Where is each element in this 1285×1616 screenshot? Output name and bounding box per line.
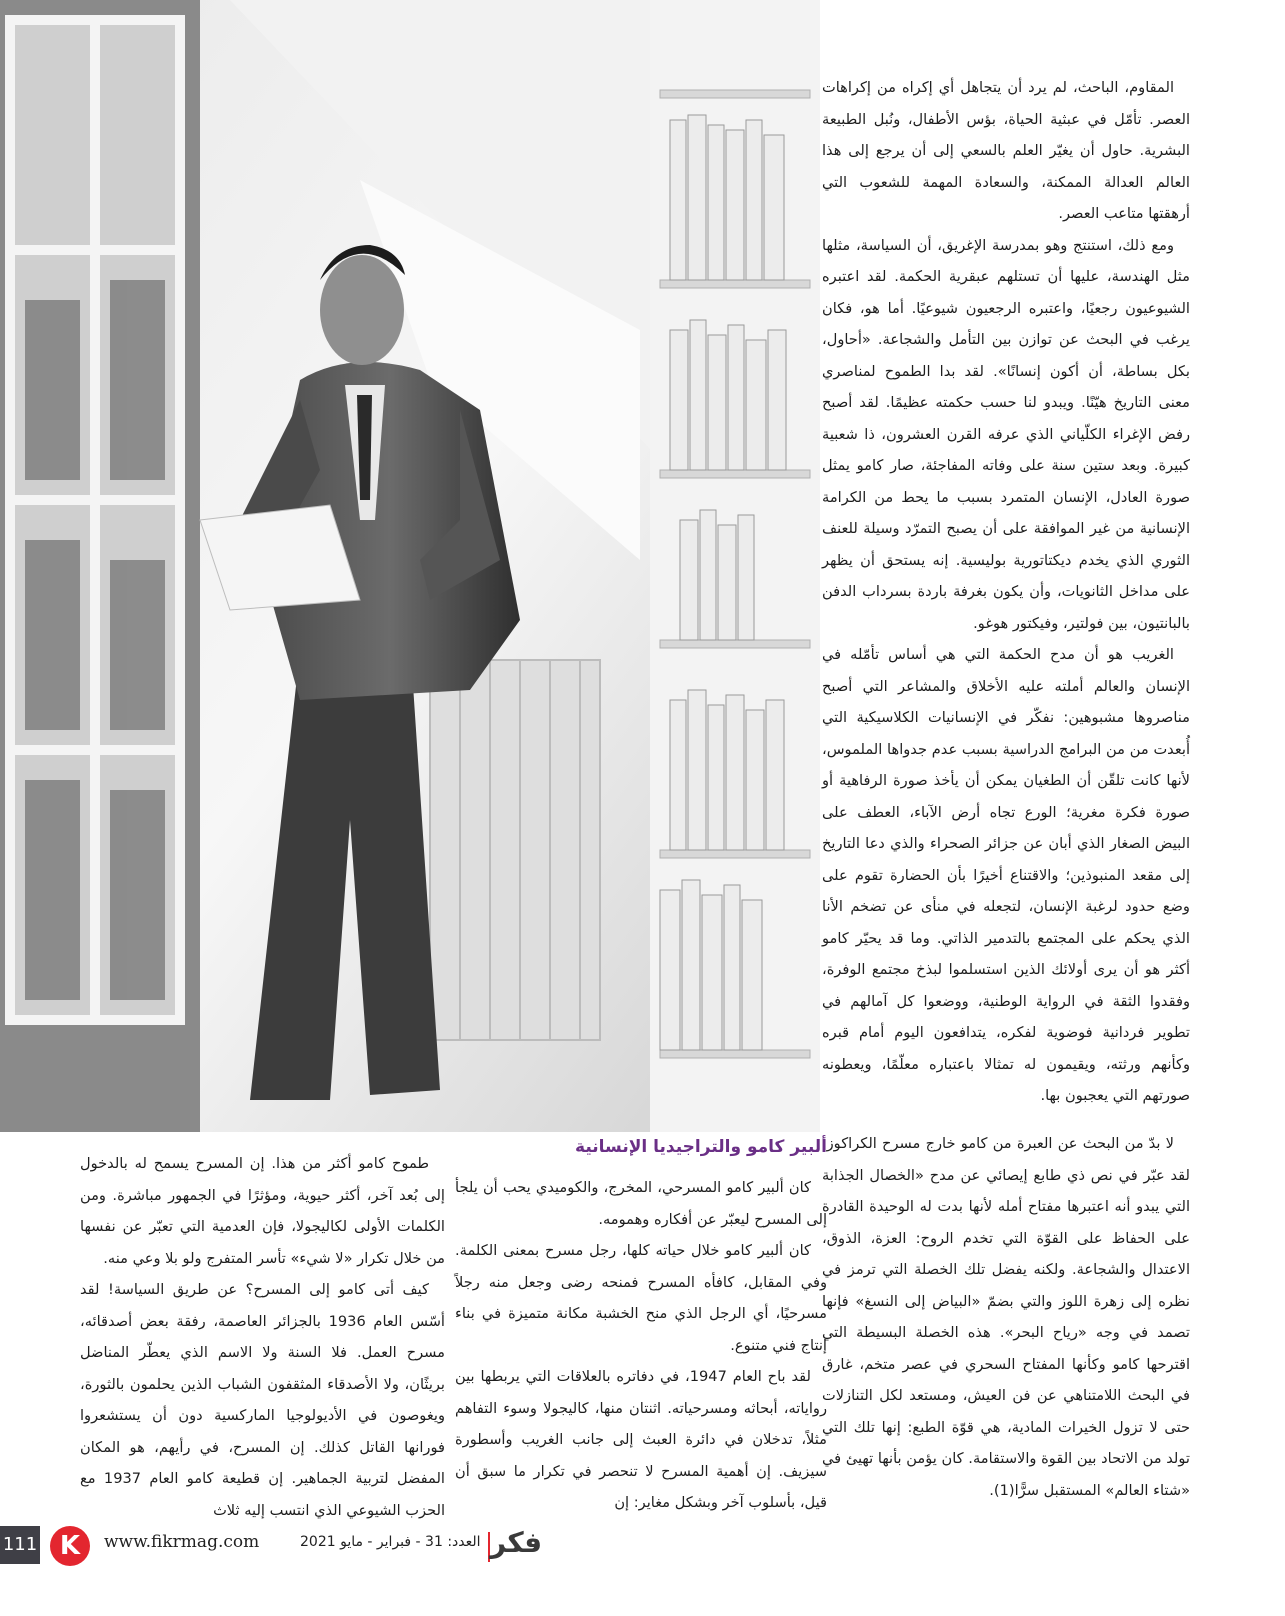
paragraph: المقاوم، الباحث، لم يرد أن يتجاهل أي إكراه من إكراهات العصر. تأمّل في عبثية الحياة، بؤس الأطفال، ونُبل الطبيعة البشرية. حاول أن يغيّر العلم بالسعي إلى أن يرجع إلى هذا العالم العدالة الممكنة، والسعادة المهمة للشعوب التي أرهقتها متاعب العصر. <box>822 79 1190 222</box>
article-column-middle <box>455 1172 827 1519</box>
paragraph: كيف أتى كامو إلى المسرح؟ عن طريق السياسة! لقد أسّس العام 1936 بالجزائر العاصمة، رفقة بعض أصدقائه، مسرح العمل. فلا السنة ولا الاسم الذي يعطّر المناضل بريثًان، ولا الأصدقاء المثقفون الشباب الذين يحلمون بالثورة، ويغوصون في الأديولوجيا الماركسية دون أن يستشعروا فورانها القاتل كذلك. إن المسرح، في رأيهم، هو المكان المفضل لتربية الجماهير. إن قطيعة كامو العام 1937 مع الحزب الشيوعي الذي انتسب إليه ثلاث <box>80 1281 445 1519</box>
magazine-brand: فكر <box>490 1526 543 1559</box>
page-number: 111 <box>0 1526 40 1564</box>
website-link[interactable]: www.fikrmag.com <box>104 1532 260 1552</box>
article-column-right-bottom <box>822 1128 1190 1506</box>
paragraph: كان ألبير كامو المسرحي، المخرج، والكوميدي يحب أن يلجأ إلى المسرح ليعبّر عن أفكاره وهمومه. <box>455 1179 827 1228</box>
article-column-left <box>80 1148 445 1526</box>
logo-letter: K <box>59 1531 81 1561</box>
paragraph: لقد باح العام 1947، في دفاتره بالعلاقات التي يربطها بين رواياته، أبحاثه ومسرحياته. اثنتان منها، كاليجولا وسوء التفاهم مثلاً، تدخلان في دائرة العبث إلى جانب الغريب وأسطورة سيزيف. إن أهمية المسرح لا تنحصر في تكرار ما سبق أن قيل، بأسلوب آخر وبشكل مغاير: إن <box>455 1368 827 1511</box>
paragraph: طموح كامو أكثر من هذا. إن المسرح يسمح له بالدخول إلى بُعد آخر، أكثر حيوية، ومؤثرًا في الجمهور مباشرة. ومن الكلمات الأولى لكاليجولا، فإن العدمية التي تعبّر عن نفسها من خلال تكرار «لا شيء» تأسر المتفرج ولو بلا وعي منه. <box>80 1155 445 1267</box>
paragraph: ومع ذلك، استنتج وهو بمدرسة الإغريق، أن السياسة، مثلها مثل الهندسة، عليها أن تستلهم عبقرية الحكمة. لقد اعتبره الشيوعيون رجعيًا، واعتبره الرجعيون شيوعيًا. أما هو، فكان يرغب في البحث عن توازن بين التأمل والشجاعة. «أحاول، بكل بساطة، أن أكون إنسانًا». لقد بدا الطموح لمناصري معنى التاريخ هيّنًا. ويبدو لنا حسب حكمته عظيمًا. لقد أصبح رفض الإغراء الكلّياني الذي عرفه القرن العشرون، ذا شعبية كبيرة. وبعد ستين سنة على وفاته المفاجئة، صار كامو يمثل صورة العادل، الإنسان المتمرد بسبب ما يحط من الكرامة الإنسانية من غير الموافقة على أن يصبح التمرّد وسيلة للعنف الثوري الذي يخدم ديكتاتورية بوليسية. إنه يستحق أن يظهر على مداخل الثانويات، وأن يكون بغرفة باردة بسرداب الدفن بالبانتيون، بين فولتير، وفيكتور هوغو. <box>822 236 1190 632</box>
photo-illustration <box>0 0 820 1132</box>
section-heading: ألبير كامو والتراجيديا الإنسانية <box>575 1137 827 1157</box>
article-column-right <box>822 72 1190 1112</box>
paragraph: الغريب هو أن مدح الحكمة التي هي أساس تأمّله في الإنسان والعالم أملته عليه الأخلاق والمشاعر التي أصبح مناصروها مشبوهين: نفكّر في الإنسانيات الكلاسيكية التي أُبعدت من من البرامج الدراسية بسبب عدم جدواها الملموس، لأنها كانت تلقّن أن الطغيان يمكن أن يأخذ صورة الرفاهية أو صورة فكرة مغرية؛ الورع تجاه أرض الآباء، العطف على البيض الصغار الذي أبان عن جزائر الصحراء والذي دعا التاريخ إلى مقعد المنبوذين؛ والاقتناع أخيرًا بأن الحضارة تقوم على وضع حدود لرغبة الإنسان، لتجعله في منأى عن تضخم الأنا الذي يحكم على المجتمع بالتدمير الذاتي. وما قد يحيّر كامو أكثر هو أن يرى أولائك الذين استسلموا لبذخ مجتمع الوفرة، وفقدوا الثقة في الرواية الوطنية، ووضعوا كل آمالهم في تطوير فردانية فوضوية لفكره، يتدافعون اليوم أمام قبره وكأنهم ورثته، ويقيمون له تمثالا باعتباره معلّمًا، ويعطونه صورتهم التي يعجبون بها. <box>822 646 1190 1104</box>
issue-info: العدد: 31 - فبراير - مايو 2021 <box>300 1534 481 1550</box>
magazine-logo-icon <box>50 1526 90 1566</box>
paragraph: كان ألبير كامو خلال حياته كلها، رجل مسرح بمعنى الكلمة. وفي المقابل، كافأه المسرح فمنحه رضى وجعل منه رجلاً مسرحيًا، أي الرجل الذي منح الخشبة مكانة متميزة في بناء إنتاج فني متنوع. <box>455 1242 827 1354</box>
paragraph: لا بدّ من البحث عن العبرة من كامو خارج مسرح الكراكوز. لقد عبّر في نص ذي طابع إيصائي عن مدح «الخصال الجذابة التي يبدو أنه اعتبرها مفتاح أمله لأنها بدت له الوحيدة القادرة على الحفاظ على القوّة التي تخدم الروح: العزة، الذوق، الاعتدال والشجاعة. ولكنه يفضل تلك الخصلة التي ترمز في نظره إلى زهرة اللوز والتي بضمّ «البياض إلى النسغ» فإنها تصمد في وجه «رياح البحر». هذه الخصلة البسيطة التي اقترحها كامو وكأنها المفتاح السحري في عصر متخم، غارق في البحث اللامتناهي عن فن العيش، ومستعد لكل التنازلات حتى لا تزول الخيرات المادية، هي قوّة الطبع: إنها تلك التي تولد من الاتحاد بين القوة والاستقامة. كان يؤمن بأنها تهيئ في «شتاء العالم» المستقبل سرًّا(1). <box>822 1135 1190 1499</box>
page-footer <box>0 1516 1285 1576</box>
camus-photograph <box>0 0 820 1132</box>
